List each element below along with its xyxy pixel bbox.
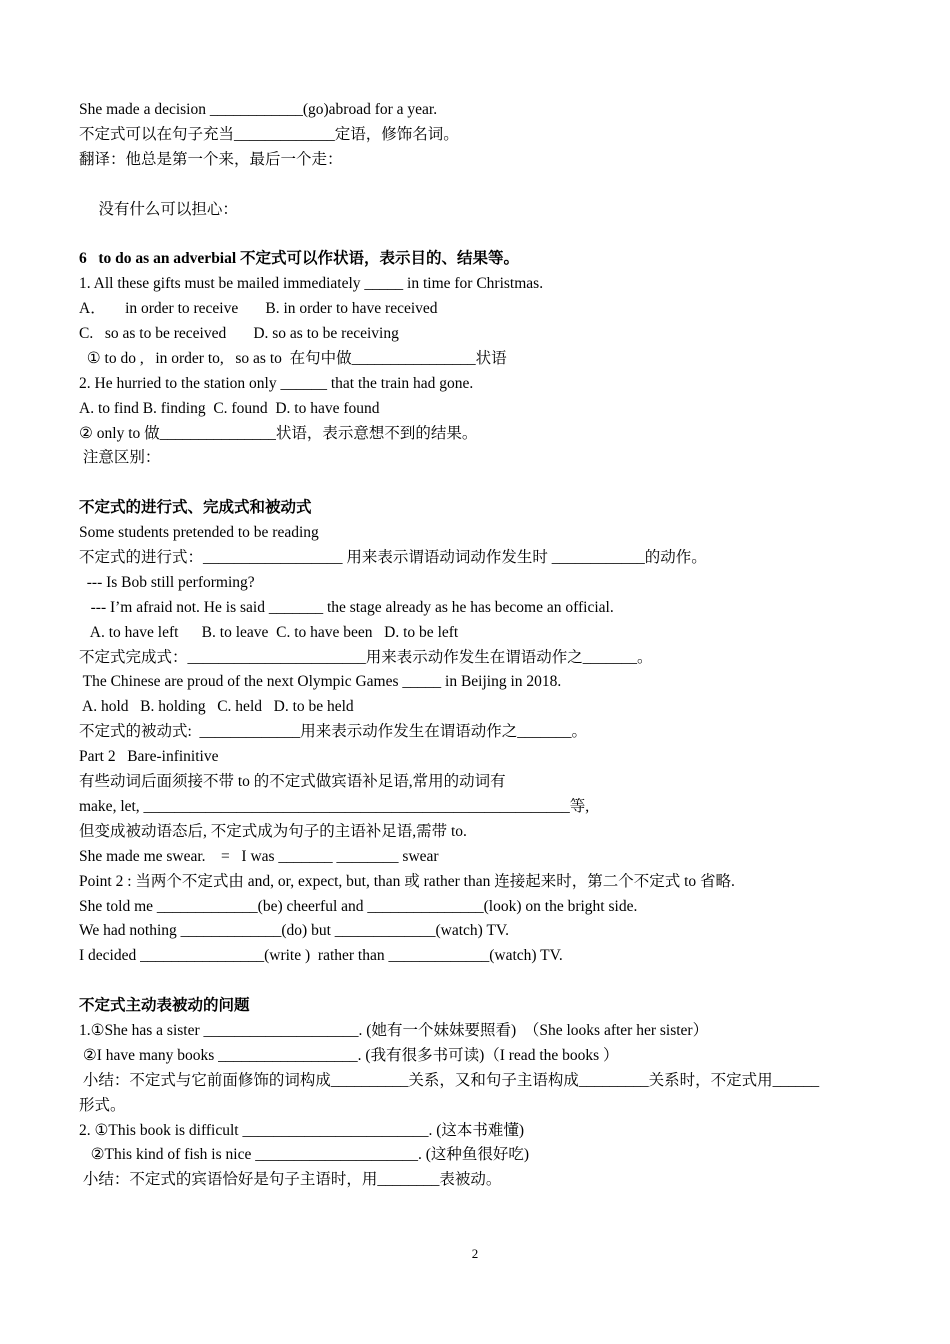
blank-line: [79, 222, 879, 247]
example-difficult: 2. ①This book is difficult ________________________. (这本书难懂): [79, 1121, 525, 1139]
translation-prompt-2: 没有什么可以担心：: [79, 200, 238, 218]
summary-2: 小结：不定式的宾语恰好是句子主语时，用________表被动。: [79, 1171, 502, 1189]
point-2: Point 2 : 当两个不定式由 and, or, expect, but, than 或 rather than 连接起来时，第二个不定式 to 省略.: [79, 872, 735, 890]
exercise-cheerful: She told me _____________(be) cheerful and _______________(look) on the bright side.: [79, 897, 638, 915]
blank-line: [79, 969, 879, 994]
verb-list-blank: make, let, _______________________________________________________等,: [79, 797, 590, 815]
question-2: 2. He hurried to the station only ______ that the train had gone.: [79, 374, 474, 392]
document-page: [79, 98, 879, 1193]
translation-prompt: 翻译：他总是第一个来，最后一个走：: [79, 150, 343, 168]
olympic-question: The Chinese are proud of the next Olympic Games _____ in Beijing in 2018.: [79, 673, 562, 691]
example-swear: She made me swear. = I was _______ ________ swear: [79, 847, 439, 865]
rule-bare-infinitive: 有些动词后面须接不带 to 的不定式做宾语补足语,常用的动词有: [79, 773, 506, 791]
blank-line: [79, 173, 879, 198]
rule-progressive: 不定式的进行式：__________________ 用来表示谓语动词动作发生时 ____________的动作。: [79, 549, 707, 567]
example-progressive: Some students pretended to be reading: [79, 524, 319, 542]
section-heading-active-passive: 不定式主动表被动的问题: [79, 997, 250, 1015]
exercise-decided: I decided ________________(write ) rather than _____________(watch) TV.: [79, 947, 563, 965]
part-2-heading: Part 2 Bare-infinitive: [79, 748, 219, 766]
exercise-nothing: We had nothing _____________(do) but _____________(watch) TV.: [79, 922, 509, 940]
dialog-question: --- Is Bob still performing?: [79, 573, 255, 591]
page-number: 2: [471, 1246, 479, 1261]
rule-attributive: 不定式可以在句子充当_____________定语，修饰名词。: [79, 125, 459, 143]
example-books: ②I have many books __________________. (我有很多书可读)（I read the books ）: [79, 1046, 619, 1064]
question-2-options: A. to find B. finding C. found D. to have found: [79, 399, 380, 417]
rule-perfect: 不定式完成式：_______________________用来表示动作发生在谓语动作之_______。: [79, 648, 653, 666]
note-result: ② only to 做_______________状语，表示意想不到的结果。: [79, 424, 478, 442]
blank-line: [79, 471, 879, 496]
note-purpose: ① to do , in order to, so as to 在句中做________________状语: [79, 349, 507, 367]
question-1-options-cd: C. so as to be received D. so as to be receiving: [79, 325, 399, 343]
question-1: 1. All these gifts must be mailed immediately _____ in time for Christmas.: [79, 275, 544, 293]
note-distinguish: 注意区别：: [79, 449, 161, 467]
dialog-options: A. to have left B. to leave C. to have been D. to be left: [79, 623, 459, 641]
summary-1: 小结：不定式与它前面修饰的词构成__________关系，又和句子主语构成_________关系时，不定式用______: [79, 1071, 820, 1089]
question-1-options-ab: A． in order to receive B. in order to have received: [79, 300, 438, 318]
example-fish: ②This kind of fish is nice _____________________. (这种鱼很好吃): [79, 1146, 530, 1164]
summary-1-continued: 形式。: [79, 1096, 126, 1114]
olympic-options: A. hold B. holding C. held D. to be held: [79, 698, 354, 716]
rule-passive-to: 但变成被动语态后, 不定式成为句子的主语补足语,需带 to.: [79, 822, 467, 840]
dialog-answer: --- I’m afraid not. He is said _______ the stage already as he has become an official.: [79, 598, 614, 616]
rule-passive: 不定式的被动式: _____________用来表示动作发生在谓语动作之_______。: [79, 723, 588, 741]
section-heading-adverbial: 6 to do as an adverbial 不定式可以作状语，表示目的、结果等。: [79, 250, 520, 268]
example-sister: 1.①She has a sister ____________________. (她有一个妹妹要照看) （She looks after her sister）: [79, 1021, 709, 1039]
sentence-decision: She made a decision ____________(go)abroad for a year.: [79, 101, 438, 118]
section-heading-forms: 不定式的进行式、完成式和被动式: [79, 499, 312, 517]
